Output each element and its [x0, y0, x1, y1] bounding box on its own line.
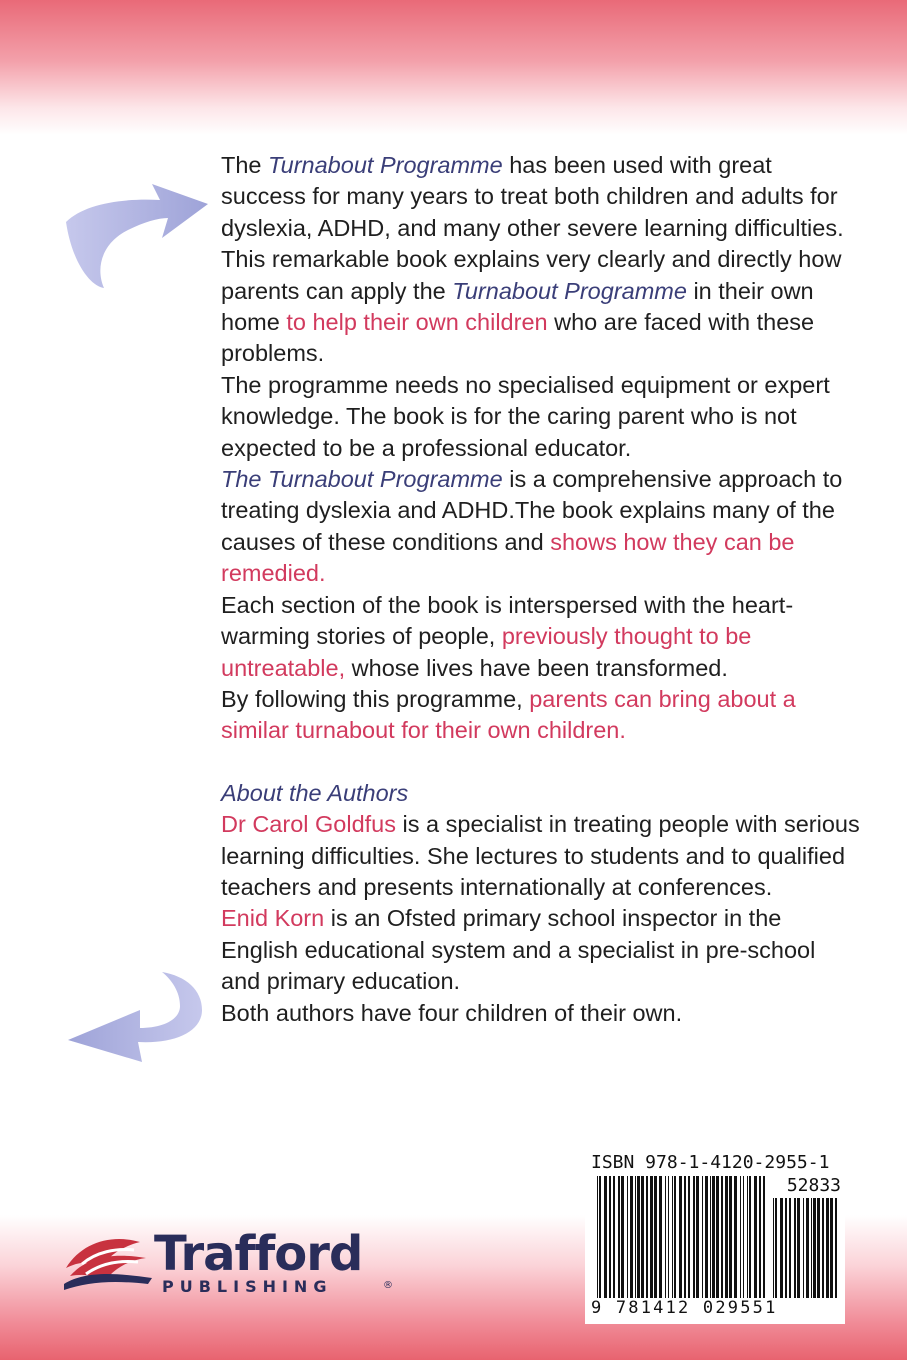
text: in their own home — [221, 277, 814, 336]
isbn-number: ISBN 978-1-4120-2955-1 — [591, 1152, 830, 1173]
barcode-bar — [775, 1198, 777, 1298]
barcode-bar — [679, 1176, 682, 1298]
barcode-bar — [725, 1176, 728, 1298]
text: is a specialist in treating people with serious learning difficulties. She lectures to students and to qualified teachers and presents internationally at conferences. — [221, 811, 860, 900]
curved-arrow-icon — [62, 182, 212, 292]
barcode-bar — [693, 1176, 695, 1298]
text: whose lives have been transformed. — [345, 654, 728, 681]
text: is an Ofsted primary school inspector in the English educational system and a specialist in pre-school and primary education. — [221, 905, 816, 995]
barcode-bar — [759, 1176, 761, 1298]
programme-title: Turnabout Programme — [452, 277, 687, 304]
barcode-bar — [780, 1198, 783, 1298]
barcode-bar — [641, 1176, 644, 1298]
barcode-bar — [604, 1176, 607, 1298]
highlight-text: parents can bring about a similar turnabout for their own children. — [221, 685, 796, 744]
top-gradient-band — [0, 0, 907, 135]
spacer — [221, 747, 861, 778]
barcode-bar — [754, 1176, 757, 1298]
authors-closing: Both authors have four children of their own. — [221, 999, 683, 1026]
barcode-bar — [806, 1198, 809, 1298]
barcode-bar — [688, 1176, 690, 1298]
barcode-bar — [684, 1176, 686, 1298]
barcode-bar — [705, 1176, 708, 1298]
text: Each section of the book is interspersed with the heart-warming stories of people, — [221, 591, 794, 650]
text: The — [221, 152, 269, 178]
text: This remarkable book explains very clearly and directly how parents can apply the — [221, 246, 842, 304]
barcode-bar — [822, 1198, 824, 1298]
barcode-bar — [672, 1176, 673, 1298]
barcode-bar — [749, 1176, 751, 1298]
barcode-bar — [613, 1176, 615, 1298]
barcode-bar — [740, 1176, 741, 1298]
price-code: 52833 — [786, 1175, 841, 1196]
publisher-name: Trafford — [154, 1226, 363, 1282]
programme-title: The Turnabout Programme — [221, 466, 503, 493]
barcode-bar — [734, 1176, 737, 1298]
text: By following this programme, — [221, 685, 530, 712]
barcode-bar — [654, 1176, 657, 1298]
curved-arrow-icon — [62, 970, 212, 1065]
barcode-bar — [621, 1176, 624, 1298]
barcode-bar — [813, 1198, 816, 1298]
highlight-text: previously thought to be untreatable, — [221, 623, 752, 681]
registered-mark: ® — [383, 1280, 393, 1291]
barcode-bar — [710, 1176, 711, 1298]
blurb-paragraph-2 — [221, 244, 861, 370]
author-name: Dr Carol Goldfus — [221, 811, 396, 838]
barcode-bar — [803, 1198, 804, 1298]
barcode-bar — [650, 1176, 653, 1298]
blurb-paragraph-4 — [221, 464, 861, 590]
barcode-bar — [743, 1176, 744, 1298]
barcode-bar — [627, 1176, 628, 1298]
text: has been used with great success for many years to treat both children and adults for dyslexia, ADHD, and many other severe learning difficulties. — [221, 152, 844, 241]
barcode-bar — [630, 1176, 633, 1298]
barcode-bar — [702, 1176, 703, 1298]
back-cover-text — [221, 150, 861, 1029]
barcode-bar — [835, 1198, 837, 1298]
barcode-bar — [618, 1176, 620, 1298]
blurb-paragraph-5 — [221, 590, 861, 684]
programme-title: Turnabout Programme — [268, 152, 503, 178]
isbn-barcode — [585, 1148, 845, 1324]
barcode-bar — [826, 1198, 829, 1298]
barcode-bar — [785, 1198, 787, 1298]
about-authors-heading: About the Authors — [221, 779, 409, 806]
barcode-bar — [830, 1198, 833, 1298]
barcode-bar — [763, 1176, 765, 1298]
barcode-bar — [609, 1176, 611, 1298]
barcode-bar — [712, 1176, 715, 1298]
barcode-bar — [789, 1198, 791, 1298]
book-logo-icon — [60, 1228, 156, 1298]
barcode-bar — [668, 1176, 669, 1298]
barcode-bar — [716, 1176, 719, 1298]
barcode-bar — [729, 1176, 732, 1298]
author-2-bio — [221, 903, 861, 997]
text: is a comprehensive approach to treating dyslexia and ADHD.The book explains many of the causes of these conditions and — [221, 466, 843, 555]
barcode-bar — [646, 1176, 648, 1298]
barcode-bar — [773, 1198, 774, 1298]
barcode-bar — [817, 1198, 820, 1298]
highlight-text: shows how they can be remedied. — [221, 528, 795, 587]
publisher-subtitle: PUBLISHING — [162, 1277, 333, 1296]
barcode-bar — [794, 1198, 796, 1298]
publisher-logo — [60, 1228, 400, 1300]
barcode-bar — [635, 1176, 636, 1298]
barcode-bar — [665, 1176, 666, 1298]
highlight-text: to help their own children — [286, 309, 548, 336]
blurb-paragraph-3: The programme needs no specialised equipment or expert knowledge. The book is for the caring parent who is not expected to be a professional educator. — [221, 371, 830, 461]
barcode-bar — [696, 1176, 699, 1298]
blurb-paragraph-1 — [221, 150, 861, 244]
barcode-bar — [599, 1176, 601, 1298]
barcode-bar — [721, 1176, 723, 1298]
barcode-bar — [597, 1176, 598, 1298]
barcode-bar — [811, 1198, 812, 1298]
barcode-bar — [747, 1176, 748, 1298]
barcode-bar — [797, 1198, 800, 1298]
barcode-bar — [637, 1176, 640, 1298]
text: who are faced with these problems. — [221, 309, 815, 367]
author-name: Enid Korn — [221, 905, 325, 932]
barcode-bar — [659, 1176, 662, 1298]
author-1-bio — [221, 809, 861, 903]
barcode-bar — [674, 1176, 676, 1298]
ean-number: 9 781412 029551 — [591, 1298, 778, 1318]
blurb-paragraph-6 — [221, 684, 861, 747]
